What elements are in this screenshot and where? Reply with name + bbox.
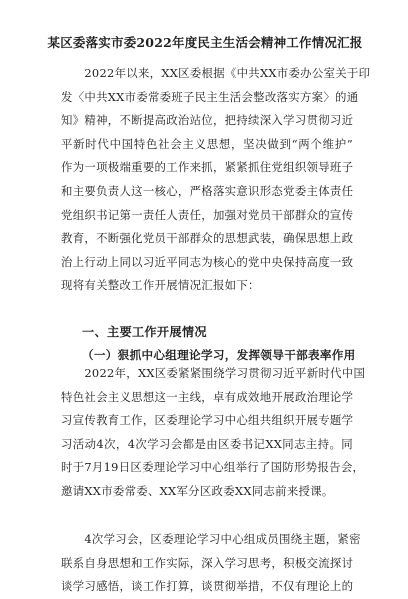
text-line: 平新时代中国特色社会主义思想，坚决做到“两个维护” bbox=[61, 136, 353, 151]
text-line: 发〈中共XX市委常委班子民主生活会整改落实方案〉的通 bbox=[61, 89, 359, 104]
text-line: 谈学习感悟，谈工作打算，谈贯彻举措，不仅有理论上的 bbox=[61, 579, 354, 594]
text-line: 联系自身思想和工作实际，深入学习思考，积极交流探讨 bbox=[61, 555, 354, 570]
text-line: 教育，不断强化党员干部群众的思想武装，确保思想上政 bbox=[61, 231, 354, 246]
paragraph-sessions bbox=[61, 528, 361, 599]
paragraph-study bbox=[61, 362, 366, 504]
text-line: 习活动4次，4次学习会都是由区委书记XX同志主持。同 bbox=[61, 436, 353, 451]
section-heading: 一、主要工作开展情况 bbox=[82, 325, 207, 339]
text-line: 4次学习会，区委理论学习中心组成员围绕主题，紧密 bbox=[61, 532, 361, 546]
text-line: 习宣传教育工作，区委理论学习中心组共组织开展专题学 bbox=[61, 413, 354, 428]
text-line: 党组织书记第一责任人责任，加强对党员干部群众的宣传 bbox=[61, 207, 354, 222]
text-line: 治上行动上同以习近平同志为核心的党中央保持高度一致 bbox=[61, 254, 354, 269]
paragraph-intro bbox=[61, 62, 371, 298]
text-line: 和主要负责人这一核心，严格落实意识形态党委主体责任 bbox=[61, 183, 354, 198]
subsection-heading: （一）狠抓中心组理论学习，发挥领导干部表率作用 bbox=[82, 348, 356, 362]
text-line: 2022年，XX区委紧紧围绕学习贯彻习近平新时代中国 bbox=[61, 366, 366, 380]
text-line: 邀请XX市委常委、XX军分区政委XX同志前来授课。 bbox=[61, 483, 334, 498]
text-line: 特色社会主义思想这一主线，卓有成效地开展政治理论学 bbox=[61, 389, 354, 404]
text-line: 知》精神，不断提高政治站位，把持续深入学习贯彻习近 bbox=[61, 113, 354, 128]
text-line: 现将有关整改工作开展情况汇报如下： bbox=[61, 278, 260, 293]
text-line: 2022年以来，XX区委根据《中共XX市委办公室关于印 bbox=[61, 66, 371, 80]
document-title: 某区委落实市委2022年度民主生活会精神工作情况汇报 bbox=[47, 35, 363, 50]
text-line: 时于7月19日区委理论学习中心组举行了国防形势报告会， bbox=[61, 460, 365, 475]
text-line: 作为一项极端重要的工作来抓，紧紧抓住党组织领导班子 bbox=[61, 160, 354, 175]
